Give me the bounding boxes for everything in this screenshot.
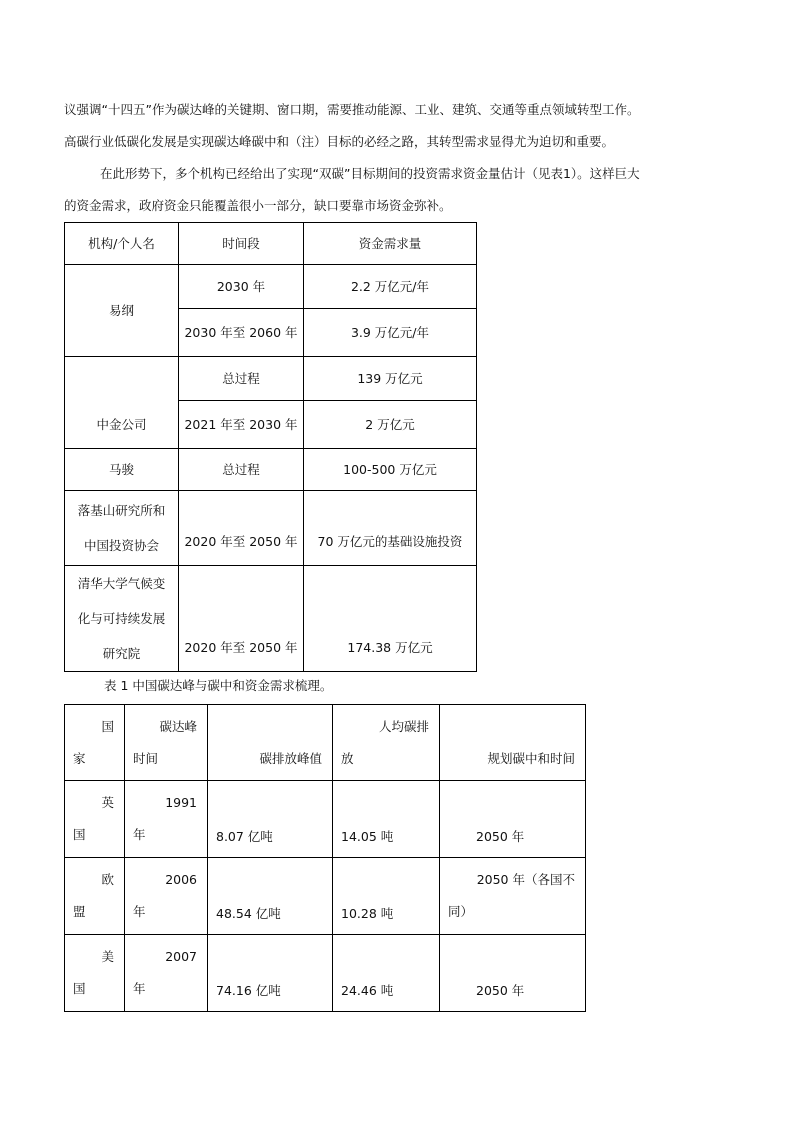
header-line: 人均碳排 bbox=[378, 718, 429, 734]
cell-amount: 70 万亿元的基础设施投资 bbox=[304, 491, 477, 566]
carbon-peak-comparison-table bbox=[64, 704, 586, 1012]
year-line: 年 bbox=[133, 827, 146, 842]
header-line: 家 bbox=[73, 750, 86, 766]
header-country bbox=[65, 705, 125, 781]
cell-period: 总过程 bbox=[179, 357, 304, 401]
cell-peak-emission: 48.54 亿吨 bbox=[208, 858, 333, 935]
cell-per-capita: 24.46 吨 bbox=[333, 935, 440, 1012]
cell-institution: 易纲 bbox=[65, 265, 179, 357]
table-caption: 表 1 中国碳达峰与碳中和资金需求梳理。 bbox=[104, 678, 333, 693]
header-amount: 资金需求量 bbox=[304, 223, 477, 265]
cell-neutral-year: 2050 年 bbox=[440, 781, 586, 858]
funding-demand-table bbox=[64, 222, 477, 672]
country-line: 盟 bbox=[73, 904, 86, 919]
cell-neutral-year bbox=[440, 858, 586, 935]
country-line: 美 bbox=[101, 949, 114, 964]
header-peak-year bbox=[125, 705, 208, 781]
cell-amount: 2.2 万亿元/年 bbox=[304, 265, 477, 309]
cell-country bbox=[65, 781, 125, 858]
header-line: 时间 bbox=[133, 750, 159, 766]
cell-amount: 3.9 万亿元/年 bbox=[304, 309, 477, 357]
institution-line: 中国投资协会 bbox=[83, 538, 159, 553]
header-neutral-year bbox=[440, 705, 586, 781]
institution-line: 落基山研究所和 bbox=[77, 503, 166, 518]
cell-amount: 174.38 万亿元 bbox=[304, 566, 477, 672]
cell-amount: 2 万亿元 bbox=[304, 401, 477, 449]
institution-line: 清华大学气候变 bbox=[77, 576, 166, 591]
year-line: 年 bbox=[133, 981, 146, 996]
header-line bbox=[440, 711, 585, 743]
header-line: 国 bbox=[101, 718, 114, 734]
cell-peak-emission: 8.07 亿吨 bbox=[208, 781, 333, 858]
cell-peak-year bbox=[125, 935, 208, 1012]
country-line: 英 bbox=[101, 795, 114, 810]
neutral-line: 同） bbox=[448, 904, 474, 919]
paragraph-line-3: 在此形势下，多个机构已经给出了实现“双碳”目标期间的投资需求资金量估计（见表1）。这样巨大 bbox=[100, 166, 640, 181]
cell-period: 2030 年至 2060 年 bbox=[179, 309, 304, 357]
cell-period: 2021 年至 2030 年 bbox=[179, 401, 304, 449]
cell-period: 总过程 bbox=[179, 449, 304, 491]
cell-peak-year bbox=[125, 858, 208, 935]
year-line: 年 bbox=[133, 904, 146, 919]
cell-amount: 100-500 万亿元 bbox=[304, 449, 477, 491]
year-line: 1991 bbox=[165, 795, 197, 810]
country-line: 欧 bbox=[101, 872, 114, 887]
header-line: 规划碳中和时间 bbox=[487, 750, 575, 766]
year-line: 2006 bbox=[165, 872, 197, 887]
cell-period: 2030 年 bbox=[179, 265, 304, 309]
cell-country bbox=[65, 858, 125, 935]
institution-line: 研究院 bbox=[102, 646, 141, 661]
cell-period: 2020 年至 2050 年 bbox=[179, 566, 304, 672]
header-peak-emission bbox=[208, 705, 333, 781]
paragraph-line-4: 的资金需求，政府资金只能覆盖很小一部分，缺口要靠市场资金弥补。 bbox=[64, 198, 452, 213]
paragraph-line-1: 议强调“十四五”作为碳达峰的关键期、窗口期，需要推动能源、工业、建筑、交通等重点领域转型工作。 bbox=[64, 102, 640, 117]
cell-peak-year bbox=[125, 781, 208, 858]
country-line: 国 bbox=[73, 981, 86, 996]
cell-per-capita: 14.05 吨 bbox=[333, 781, 440, 858]
header-line: 放 bbox=[341, 750, 354, 766]
neutral-line: 2050 年（各国不 bbox=[476, 872, 575, 887]
header-line bbox=[208, 711, 332, 743]
cell-per-capita: 10.28 吨 bbox=[333, 858, 440, 935]
year-line: 2007 bbox=[165, 949, 197, 964]
cell-period: 2020 年至 2050 年 bbox=[179, 491, 304, 566]
cell-neutral-year: 2050 年 bbox=[440, 935, 586, 1012]
cell-institution: 马骏 bbox=[65, 449, 179, 491]
cell-peak-emission: 74.16 亿吨 bbox=[208, 935, 333, 1012]
header-institution: 机构/个人名 bbox=[65, 223, 179, 265]
paragraph-line-2: 高碳行业低碳化发展是实现碳达峰碳中和（注）目标的必经之路，其转型需求显得尤为迫切和重要。 bbox=[64, 134, 615, 149]
cell-country bbox=[65, 935, 125, 1012]
cell-institution: 中金公司 bbox=[65, 357, 179, 449]
header-period: 时间段 bbox=[179, 223, 304, 265]
header-per-capita bbox=[333, 705, 440, 781]
header-line: 碳排放峰值 bbox=[259, 750, 322, 766]
cell-institution bbox=[65, 566, 179, 672]
cell-institution bbox=[65, 491, 179, 566]
header-line: 碳达峰 bbox=[159, 718, 197, 734]
country-line: 国 bbox=[73, 827, 86, 842]
institution-line: 化与可持续发展 bbox=[77, 611, 166, 626]
cell-amount: 139 万亿元 bbox=[304, 357, 477, 401]
